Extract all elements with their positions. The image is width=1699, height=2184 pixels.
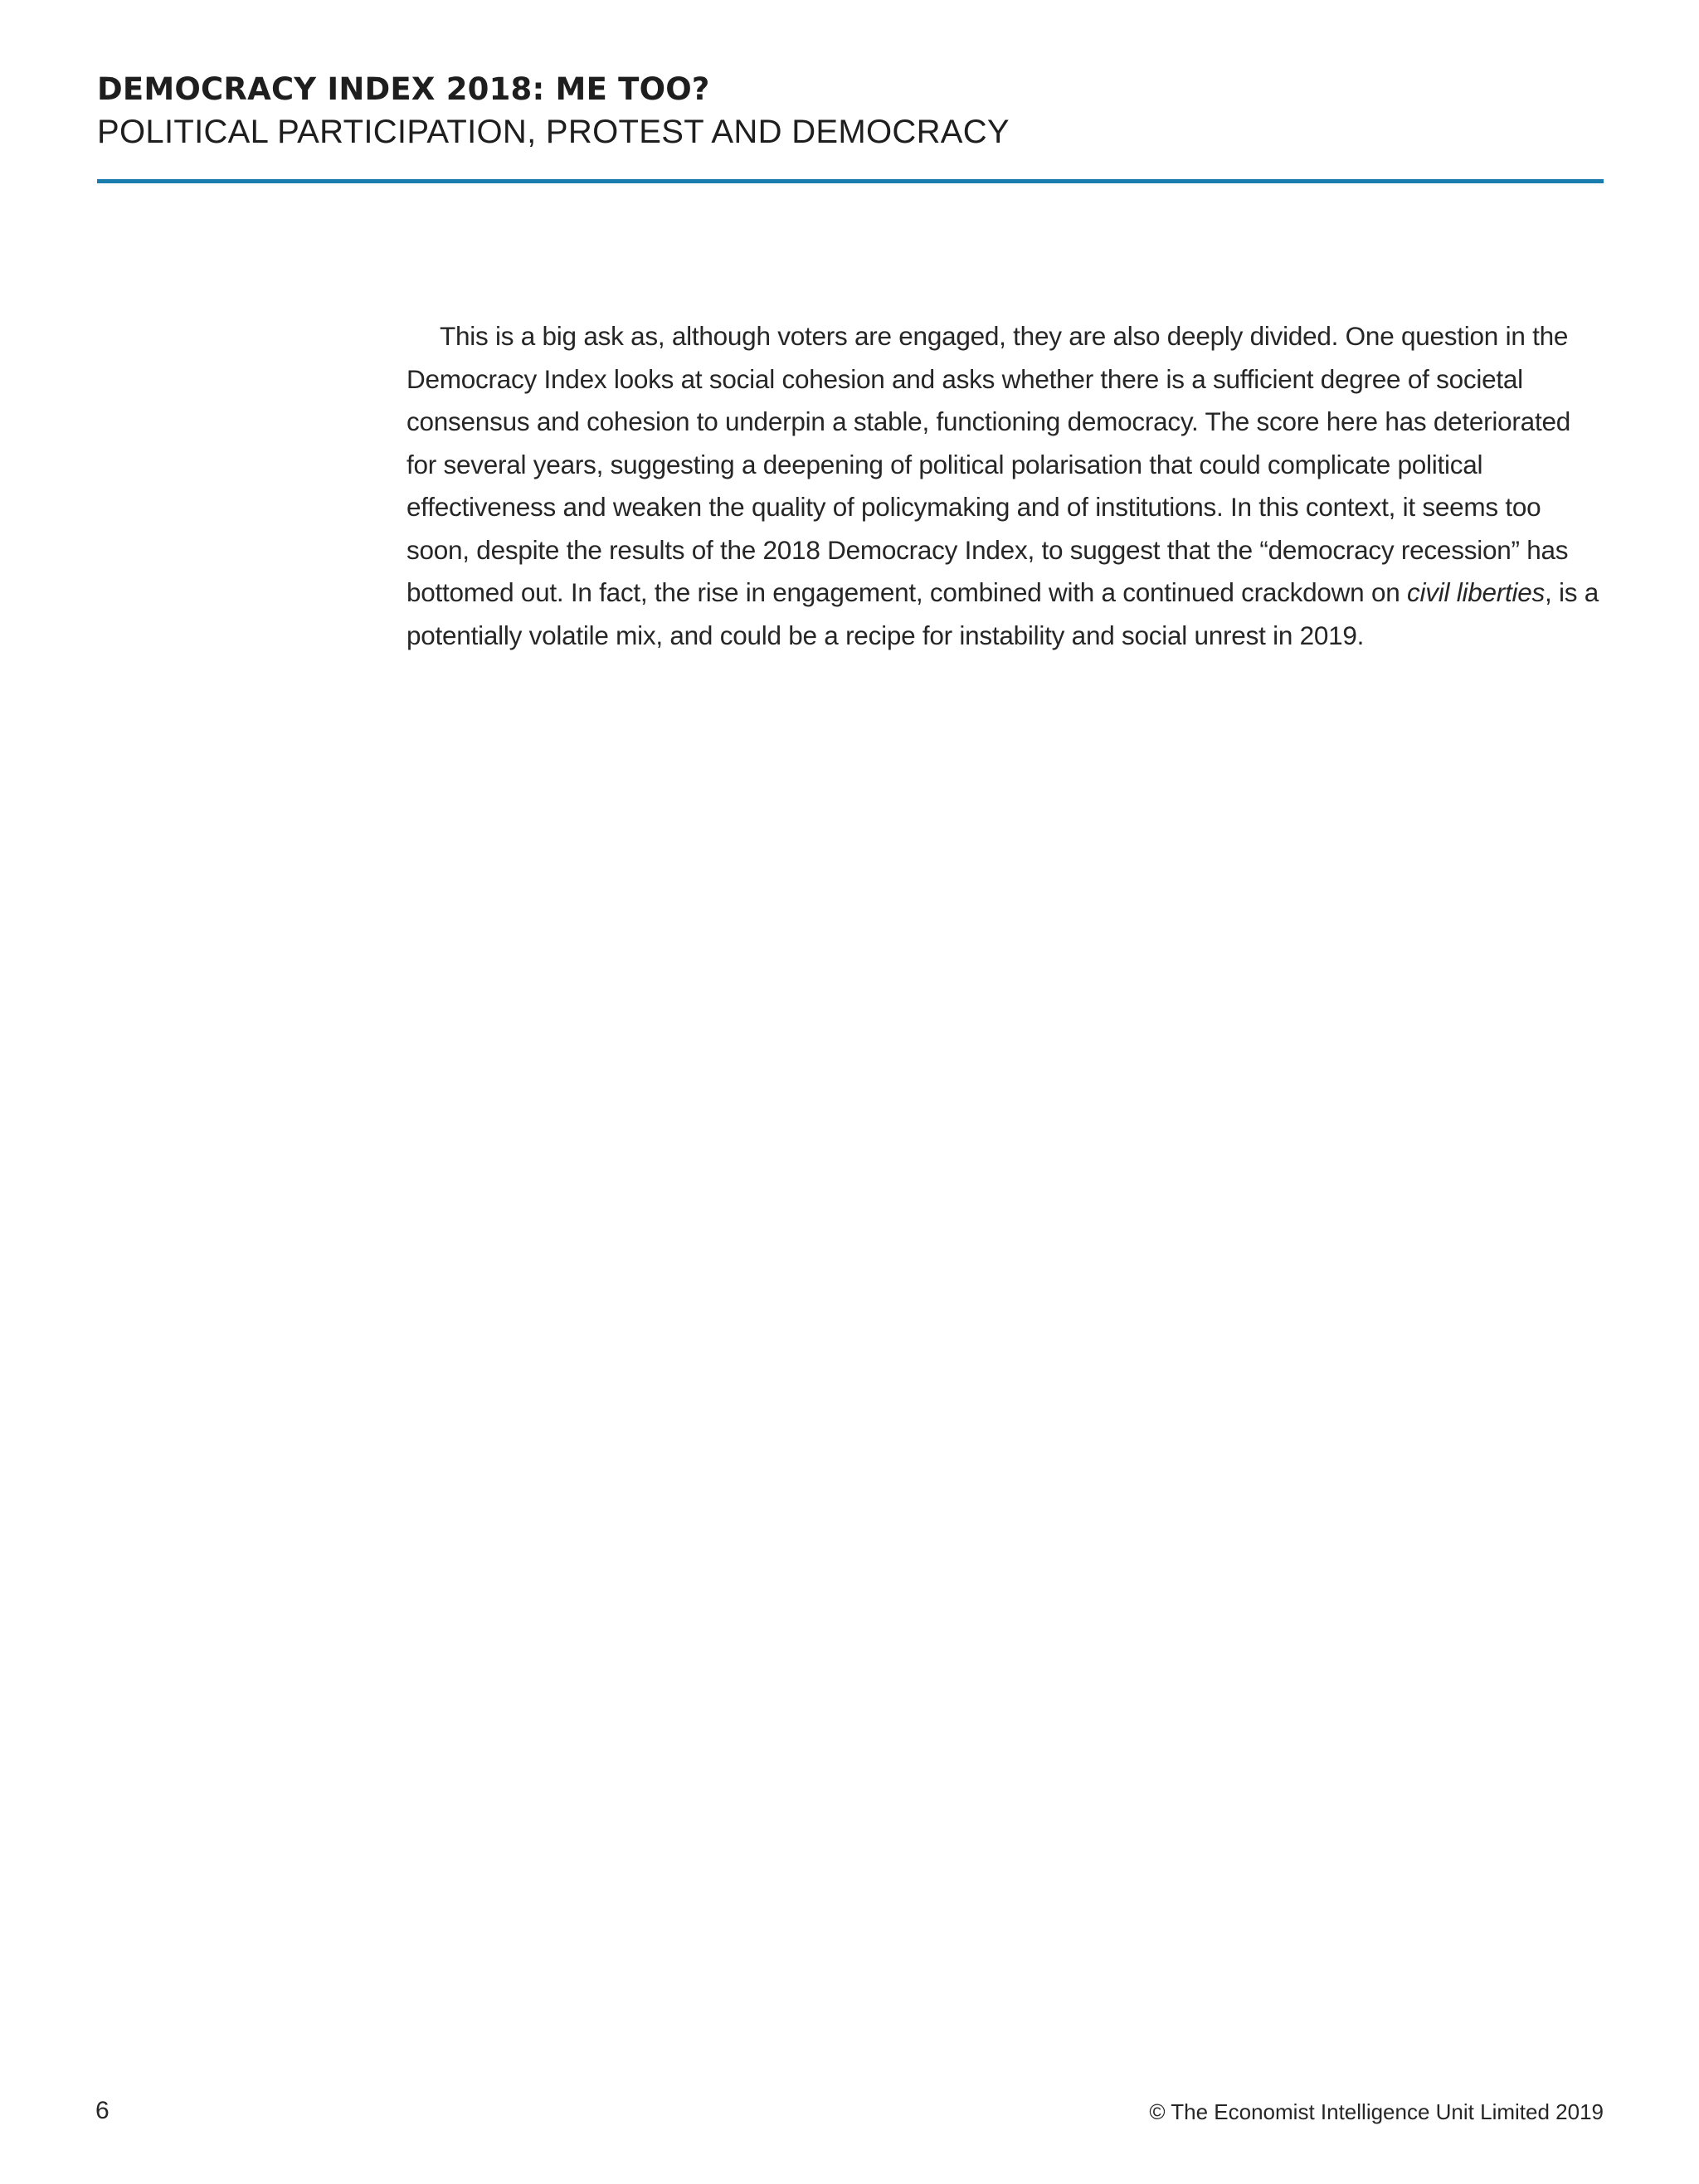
page-number: 6 (95, 2097, 110, 2124)
copyright-notice: © The Economist Intelligence Unit Limited 2019 (1149, 2099, 1604, 2124)
header-divider (97, 179, 1604, 183)
body-paragraph (406, 315, 1601, 657)
document-title: DEMOCRACY INDEX 2018: ME TOO? (97, 71, 710, 107)
paragraph-emphasis: civil liberties (1407, 577, 1546, 607)
section-subtitle: POLITICAL PARTICIPATION, PROTEST AND DEMOCRACY (97, 114, 1010, 150)
page-header (97, 70, 1604, 153)
paragraph-text-end: , is a potentially volatile mix, and could be a recipe for instability and social unrest in 2019. (406, 577, 1599, 650)
paragraph-text-start: This is a big ask as, although voters are engaged, they are also deeply divided. One question in the Democracy Index looks at social cohesion and asks whether there is a sufficient degree of societal consensus and cohesion to underpin a stable, functioning democracy. The score here has deteriorated for several years, suggesting a deepening of political polarisation that could complicate political effectiveness and weaken the quality of policymaking and of institutions. In this context, it seems too soon, despite the results of the 2018 Democracy Index, to suggest that the “democracy recession” has bottomed out. In fact, the rise in engagement, combined with a continued crackdown on (406, 321, 1570, 607)
